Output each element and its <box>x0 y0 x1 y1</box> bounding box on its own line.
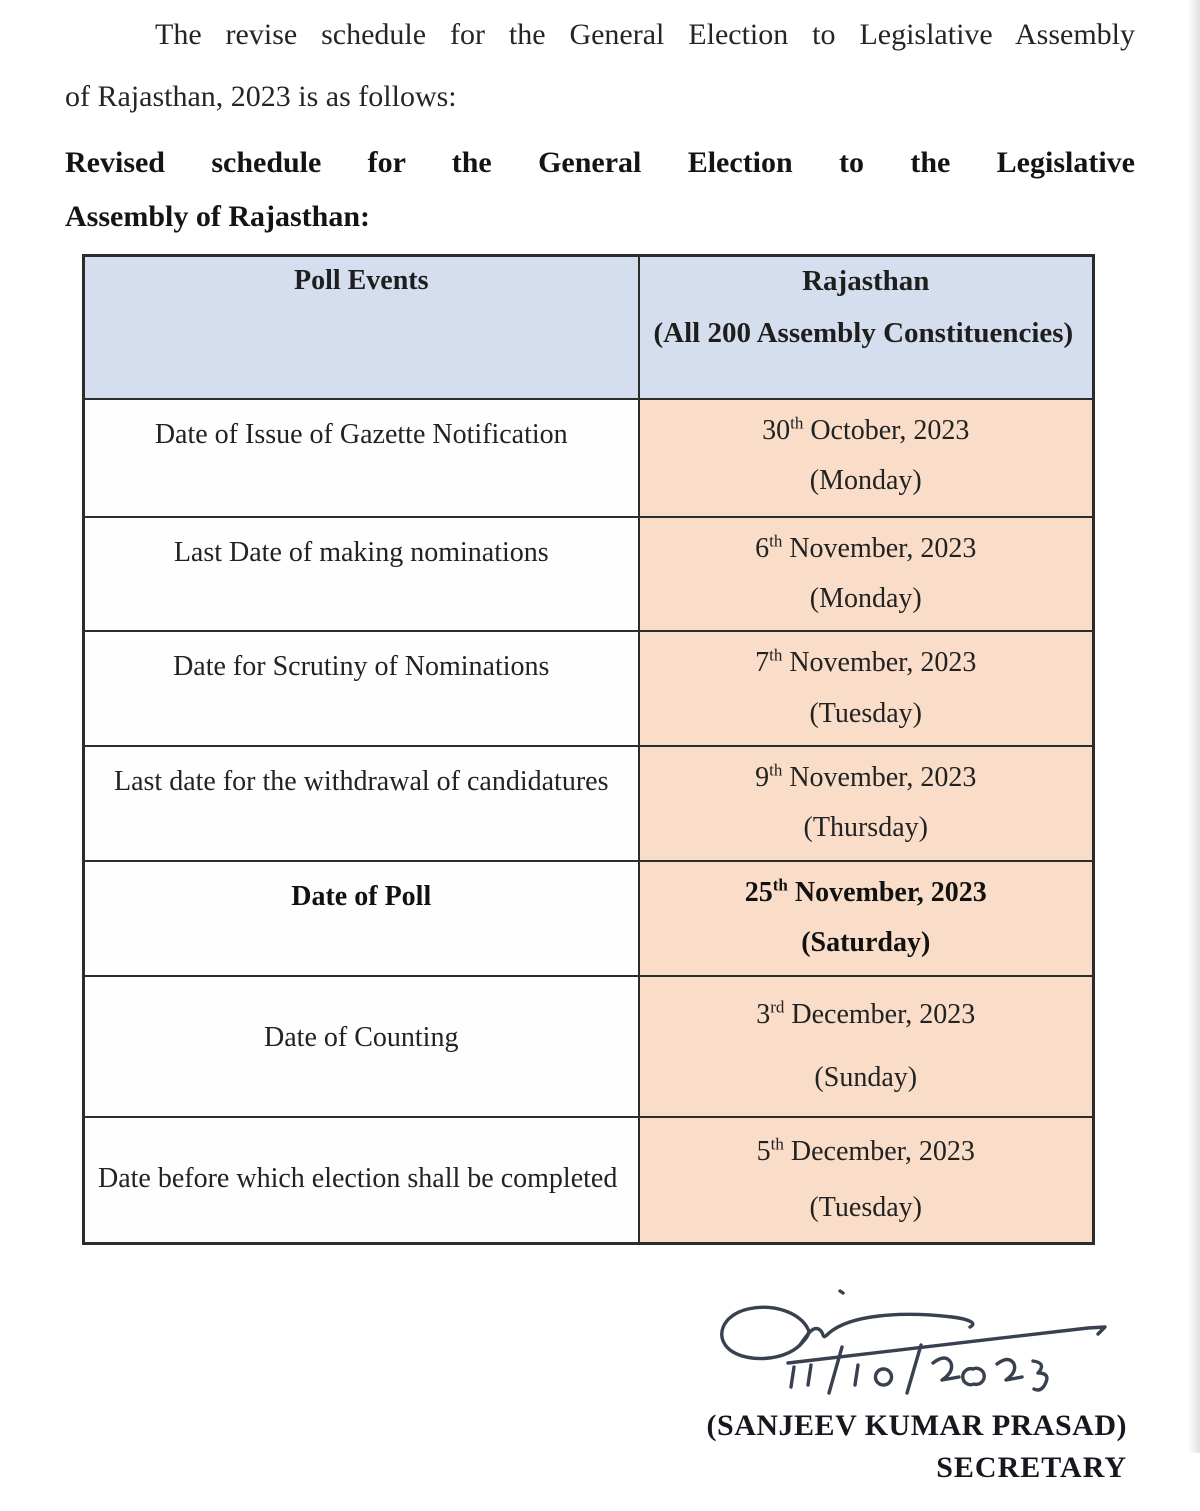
intro-paragraph <box>65 4 1135 128</box>
table-row <box>84 631 1094 746</box>
date-line: 25th November, 2023 <box>744 875 987 908</box>
date-cell <box>639 746 1094 861</box>
weekday-line: (Saturday) <box>801 927 931 959</box>
date-line: 30th October, 2023 <box>762 413 970 446</box>
event-cell: Date before which election shall be completed <box>84 1117 639 1244</box>
table-header-row <box>84 256 1094 399</box>
table-row <box>84 746 1094 861</box>
signatory-name: (SANJEEV KUMAR PRASAD) <box>706 1408 1127 1442</box>
weekday-line: (Tuesday) <box>809 697 923 729</box>
table-row <box>84 517 1094 632</box>
event-cell: Last Date of making nominations <box>84 517 639 632</box>
date-cell <box>639 861 1094 976</box>
weekday-line: (Tuesday) <box>809 1191 923 1223</box>
signature-scribble <box>690 1281 1120 1411</box>
signatory-title: SECRETARY <box>936 1450 1127 1484</box>
date-cell <box>639 976 1094 1117</box>
date-cell <box>639 399 1094 517</box>
table-row <box>84 976 1094 1117</box>
date-cell <box>639 517 1094 632</box>
date-line: 9th November, 2023 <box>755 760 977 794</box>
date-line: 5th December, 2023 <box>756 1134 975 1167</box>
intro-line-2: of Rajasthan, 2023 is as follows: <box>65 80 457 113</box>
state-subtitle: (All 200 Assembly Constituencies) <box>653 317 1074 349</box>
date-cell <box>639 1117 1094 1244</box>
election-schedule-table <box>82 254 1095 1245</box>
state-title: Rajasthan <box>802 265 930 297</box>
header-cell-poll-events: Poll Events <box>84 256 639 399</box>
event-cell: Date of Counting <box>84 976 639 1117</box>
event-cell: Last date for the withdrawal of candidatures <box>84 746 639 861</box>
heading-line-1: Revised schedule for the General Election to the Legislative <box>65 146 1135 179</box>
weekday-line: (Monday) <box>809 582 922 614</box>
table-row-date-of-poll <box>84 861 1094 976</box>
event-cell: Date of Poll <box>84 861 639 976</box>
intro-line-1: The revise schedule for the General Election to Legislative Assembly <box>155 18 1135 51</box>
signature-block <box>65 1281 1135 1511</box>
weekday-line: (Monday) <box>809 464 922 496</box>
weekday-line: (Sunday) <box>814 1061 918 1093</box>
date-line: 3rd December, 2023 <box>756 997 976 1030</box>
table-row <box>84 399 1094 517</box>
table-row <box>84 1117 1094 1244</box>
date-line: 6th November, 2023 <box>755 531 977 564</box>
date-cell <box>639 631 1094 746</box>
section-heading <box>65 136 1135 244</box>
event-cell: Date of Issue of Gazette Notification <box>84 399 639 517</box>
weekday-line: (Thursday) <box>803 812 928 844</box>
event-cell: Date for Scrutiny of Nominations <box>84 631 639 746</box>
heading-line-2: Assembly of Rajasthan: <box>65 200 371 233</box>
header-cell-rajasthan <box>639 256 1094 399</box>
date-line: 7th November, 2023 <box>755 645 977 679</box>
